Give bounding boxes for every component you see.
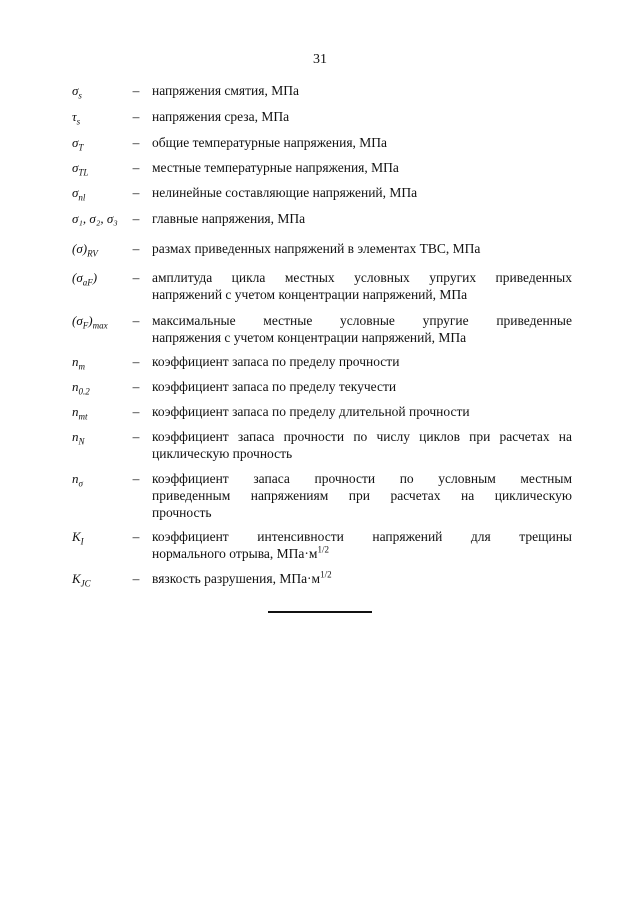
dash: – <box>132 429 140 444</box>
dash: – <box>132 135 140 150</box>
symbol: $\sigma_{TL}$ <box>72 160 89 178</box>
dash: – <box>132 185 140 200</box>
symbol: $(\sigma)_{RV}$ <box>72 241 98 259</box>
definition-text: напряжения смятия, МПа <box>152 83 299 98</box>
symbol: $n_\sigma$ <box>72 471 83 489</box>
dash: – <box>132 270 140 285</box>
symbol: $\sigma_T$ <box>72 135 84 153</box>
dash: – <box>132 404 140 419</box>
definition-text: размах приведенных напряжений в элементах ТВС, МПа <box>152 241 481 256</box>
definition-text: напряжения среза, МПа <box>152 109 290 124</box>
definition-text: амплитуда цикла местных условных упругих приведенных напряжений с учетом концентрации напряжений, МПа <box>152 270 572 302</box>
definition-text: коэффициент запаса прочности по числу циклов при расчетах на циклическую прочность <box>152 429 572 461</box>
end-rule-divider <box>268 611 372 613</box>
definition-text: вязкость разрушения, $МПа\cdot м^{1/2}$ <box>152 569 332 586</box>
symbol: $n_m$ <box>72 354 85 372</box>
dash: – <box>132 379 140 394</box>
definition-text: коэффициент запаса по пределу длительной прочности <box>152 404 470 419</box>
dash: – <box>132 83 140 98</box>
symbol: $K_I$ <box>72 529 84 547</box>
dash: – <box>132 160 140 175</box>
symbol: $(\sigma_{aF})$ <box>72 270 98 288</box>
definition-text: общие температурные напряжения, МПа <box>152 135 388 150</box>
definition-text: коэффициент запаса по пределу текучести <box>152 379 397 394</box>
symbol: $n_{mt}$ <box>72 404 88 422</box>
symbol: $\sigma_s$ <box>72 83 82 101</box>
dash: – <box>132 313 140 328</box>
definition-text: нелинейные составляющие напряжений, МПа <box>152 185 418 200</box>
dash: – <box>132 529 140 544</box>
symbol: $\tau_s$ <box>72 109 81 127</box>
definition-text: коэффициент запаса прочности по условным местным приведенным напряжениям при расчетах на циклическую прочность <box>152 471 572 520</box>
definition-text: коэффициент интенсивности напряжений для трещины нормального отрыва, $МПа\cdot м^{1/2}$ <box>152 529 572 561</box>
symbol: $(\sigma_F)_{max}$ <box>72 313 108 331</box>
page-number: 31 <box>313 52 327 67</box>
dash: – <box>132 109 140 124</box>
symbol: $n_N$ <box>72 429 85 447</box>
symbol: σ₁, σ₂, σ₃ <box>72 211 118 226</box>
symbol: $\sigma_{nl}$ <box>72 185 86 203</box>
dash: – <box>132 241 140 256</box>
definition-text: главные напряжения, МПа <box>152 211 306 226</box>
dash: – <box>132 354 140 369</box>
dash: – <box>132 471 140 486</box>
definition-text: коэффициент запаса по пределу прочности <box>152 354 400 369</box>
dash: – <box>132 571 140 586</box>
symbol: $n_{0.2}$ <box>72 379 90 397</box>
dash: – <box>132 211 140 226</box>
definition-text: максимальные местные условные упругие приведенные напряжения с учетом концентрации напряжений, МПа <box>152 313 572 345</box>
symbol: $K_{JC}$ <box>72 571 91 589</box>
definition-text: местные температурные напряжения, МПа <box>152 160 399 175</box>
